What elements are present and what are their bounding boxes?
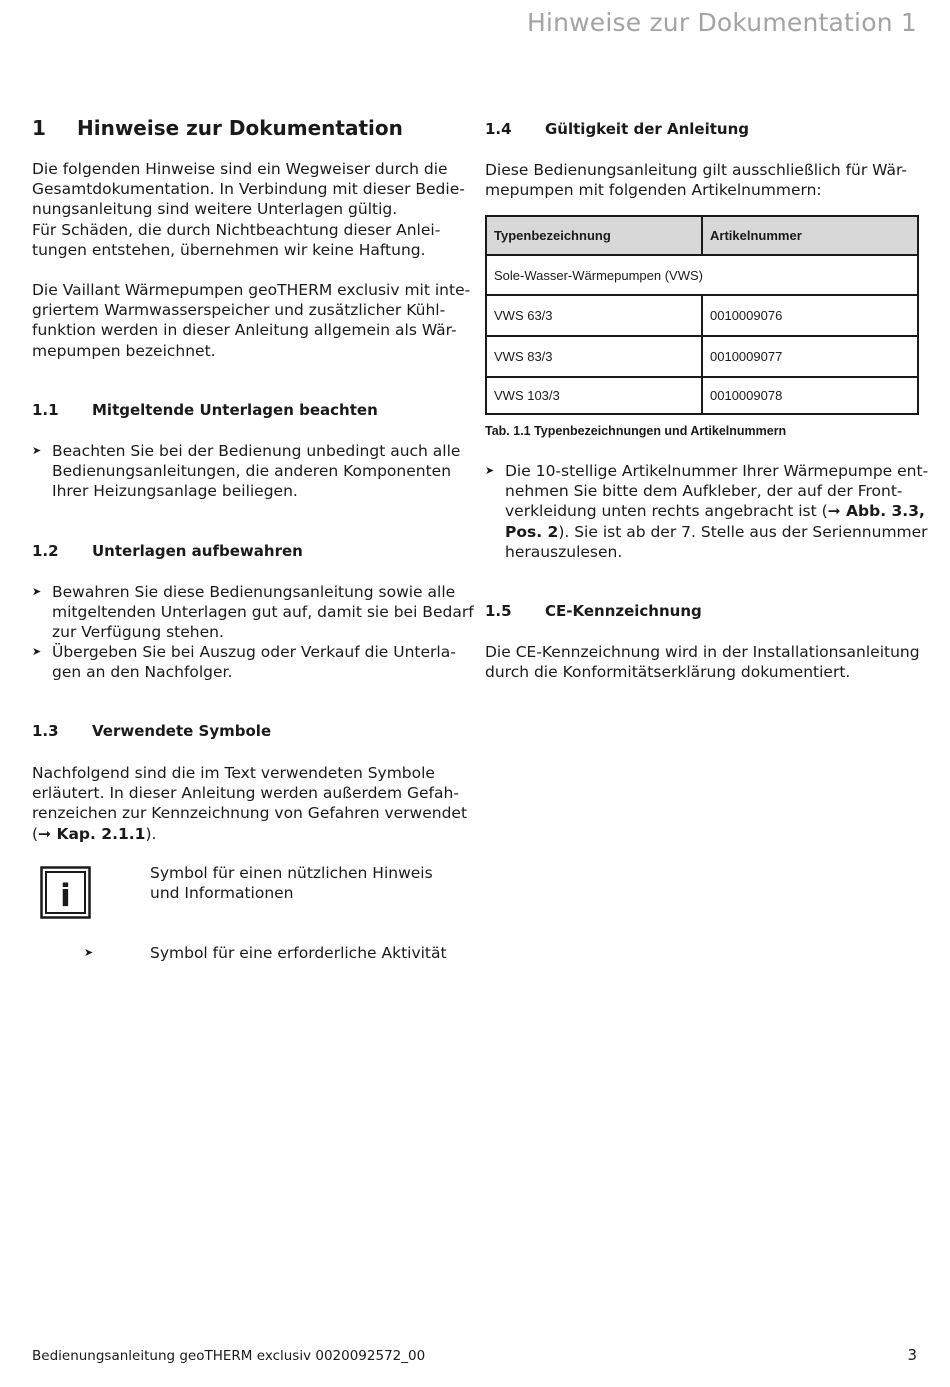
text-line: zur Verfügung stehen. <box>52 623 224 642</box>
article-number-cell: 0010009078 <box>702 377 918 414</box>
table-row <box>486 336 918 377</box>
text-line: Für Schäden, die durch Nichtbeachtung dieser Anlei- <box>32 220 441 239</box>
group-label: Sole-Wasser-Wärmepumpen (VWS) <box>486 255 918 295</box>
text-line: Übergeben Sie bei Auszug oder Verkauf die Unterla- <box>52 643 456 661</box>
section-number: 1.4 <box>485 120 512 138</box>
arrowhead-bullet-icon: ➤ <box>32 585 42 598</box>
text-line: herauszulesen. <box>505 542 623 561</box>
text-line <box>32 824 467 844</box>
bullet-item <box>32 441 460 502</box>
symbols-paragraph <box>32 763 467 844</box>
type-cell: VWS 83/3 <box>486 336 702 377</box>
intro-paragraph-1 <box>32 159 465 260</box>
position-reference: Pos. 2 <box>505 522 559 541</box>
section-title: Unterlagen aufbewahren <box>92 542 303 560</box>
text-line: Ihrer Heizungsanlage beiliegen. <box>52 482 298 501</box>
chapter-title: Hinweise zur Dokumentation <box>77 116 403 140</box>
text-line <box>505 501 928 521</box>
info-symbol-description <box>150 863 433 903</box>
text-line: mepumpen bezeichnet. <box>32 341 216 360</box>
arrowhead-bullet-icon: ➤ <box>32 444 42 457</box>
text-line: renzeichen zur Kennzeichnung von Gefahren verwendet <box>32 804 468 823</box>
text-line: und Informationen <box>150 884 294 903</box>
text-line: nehmen Sie bitte dem Aufkleber, der auf der Front- <box>505 482 903 501</box>
section-title: Mitgeltende Unterlagen beachten <box>92 401 378 419</box>
bullet-item <box>32 642 456 682</box>
article-number-table <box>485 215 919 415</box>
info-icon-letter: i <box>60 878 71 914</box>
arrow-right-icon: ➞ <box>827 502 841 521</box>
text-fragment: verkleidung unten rechts angebracht ist ( <box>505 502 828 521</box>
arrowhead-bullet-icon: ➤ <box>485 464 495 477</box>
type-cell: VWS 63/3 <box>486 295 702 336</box>
validity-paragraph <box>485 160 907 200</box>
arrowhead-bullet-icon: ➤ <box>32 645 42 658</box>
chapter-heading <box>32 116 403 140</box>
arrow-right-icon: ➞ <box>38 824 52 843</box>
paren-open: ( <box>32 824 39 843</box>
type-cell: VWS 103/3 <box>486 377 702 414</box>
page-number: 3 <box>907 1346 917 1364</box>
text-line <box>505 522 928 542</box>
text-line: Gesamtdokumentation. In Verbindung mit dieser Bedie- <box>32 180 465 199</box>
section-number: 1.3 <box>32 722 59 740</box>
section-heading-1-4 <box>485 120 749 138</box>
chapter-number: 1 <box>32 116 46 140</box>
text-line: Die folgenden Hinweise sind ein Wegweiser durch die <box>32 160 448 178</box>
text-line: mepumpen mit folgenden Artikelnummern: <box>485 181 822 200</box>
section-title: Gültigkeit der Anleitung <box>545 120 750 138</box>
table-caption: Tab. 1.1 Typenbezeichnungen und Artikelnummern <box>485 424 787 438</box>
text-line: Die Vaillant Wärmepumpen geoTHERM exclusiv mit inte- <box>32 281 471 299</box>
text-line: Beachten Sie bei der Bedienung unbedingt auch alle <box>52 442 461 460</box>
text-line: erläutert. In dieser Anleitung werden außerdem Gefah- <box>32 784 459 803</box>
article-number-cell: 0010009077 <box>702 336 918 377</box>
text-line: funktion werden in dieser Anleitung allgemein als Wär- <box>32 321 457 340</box>
footer-document-id: Bedienungsanleitung geoTHERM exclusiv 0020092572_00 <box>32 1348 426 1364</box>
text-line: Symbol für eine erforderliche Aktivität <box>150 944 447 962</box>
info-icon <box>40 866 90 918</box>
paren-close: ). <box>145 824 157 843</box>
section-heading-1-5 <box>485 602 702 620</box>
running-header: Hinweise zur Dokumentation 1 <box>526 8 917 37</box>
text-line: Die 10-stellige Artikelnummer Ihrer Wärmepumpe ent- <box>505 462 929 480</box>
text-line: Diese Bedienungsanleitung gilt ausschließlich für Wär- <box>485 161 907 179</box>
column-header-type: Typenbezeichnung <box>486 216 702 255</box>
table-row <box>486 295 918 336</box>
section-heading-1-3 <box>32 722 271 740</box>
section-heading-1-1 <box>32 401 378 419</box>
ce-paragraph <box>485 642 920 682</box>
column-header-article-number: Artikelnummer <box>702 216 918 255</box>
section-heading-1-2 <box>32 542 303 560</box>
arrowhead-bullet-icon: ➤ <box>84 946 94 959</box>
section-number: 1.5 <box>485 602 512 620</box>
text-line: griertem Warmwasserspeicher und zusätzlicher Kühl- <box>32 301 446 320</box>
text-line: nungsanleitung sind weitere Unterlagen gültig. <box>32 200 398 219</box>
action-symbol-description <box>150 943 447 963</box>
section-title: Verwendete Symbole <box>92 722 272 740</box>
bullet-item <box>485 461 928 562</box>
chapter-reference: Kap. 2.1.1 <box>51 824 146 843</box>
table-row <box>486 377 918 414</box>
text-line: durch die Konformitätserklärung dokumentiert. <box>485 663 851 682</box>
section-title: CE-Kennzeichnung <box>545 602 702 620</box>
text-line: mitgeltenden Unterlagen gut auf, damit sie bei Bedarf <box>52 603 474 622</box>
text-line: Die CE-Kennzeichnung wird in der Installationsanleitung <box>485 643 920 661</box>
section-number: 1.1 <box>32 401 59 419</box>
text-line: tungen entstehen, übernehmen wir keine Haftung. <box>32 240 426 259</box>
figure-reference: Abb. 3.3, <box>840 502 925 521</box>
table-header-row <box>486 216 918 255</box>
text-line: Bedienungsanleitungen, die anderen Komponenten <box>52 462 452 481</box>
bullet-item <box>32 582 474 643</box>
text-line: gen an den Nachfolger. <box>52 663 233 682</box>
table-group-row <box>486 255 918 295</box>
text-line: Nachfolgend sind die im Text verwendeten Symbole <box>32 764 435 782</box>
text-line: Bewahren Sie diese Bedienungsanleitung sowie alle <box>52 583 456 601</box>
text-fragment: ). Sie ist ab der 7. Stelle aus der Seriennummer <box>558 522 928 541</box>
section-number: 1.2 <box>32 542 59 560</box>
text-line: Symbol für einen nützlichen Hinweis <box>150 864 433 882</box>
intro-paragraph-2 <box>32 280 470 361</box>
article-number-cell: 0010009076 <box>702 295 918 336</box>
